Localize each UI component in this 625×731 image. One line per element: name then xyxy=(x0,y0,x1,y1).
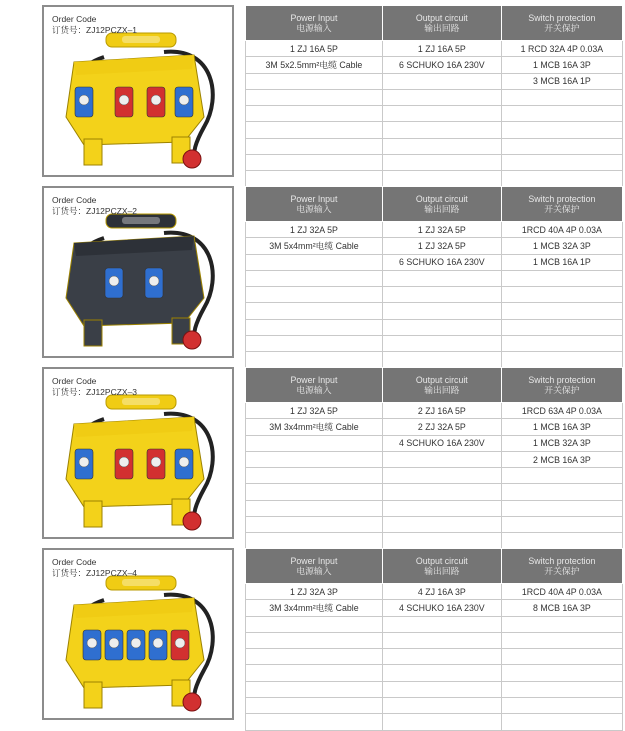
table-row xyxy=(246,222,623,238)
table-row xyxy=(246,57,623,73)
table-cell: 1 ZJ 32A 3P xyxy=(246,584,383,600)
table-row xyxy=(246,419,623,435)
table-cell xyxy=(246,73,383,89)
switch-protection-header xyxy=(501,549,622,584)
order-code-label: Order Code xyxy=(52,14,97,24)
table-cell xyxy=(382,517,501,533)
table-cell: 6 SCHUKO 16A 230V xyxy=(382,57,501,73)
table-cell xyxy=(501,632,622,648)
table-cell: 4 ZJ 16A 3P xyxy=(382,584,501,600)
table-cell xyxy=(246,698,383,714)
order-code-label: Order Code xyxy=(52,557,97,567)
header-en: Switch protection xyxy=(528,375,596,385)
output-circuit-header xyxy=(382,368,501,403)
table-row xyxy=(246,451,623,467)
header-cn: 电源输入 xyxy=(296,23,332,33)
order-code-value: 订货号：ZJ12PCZX–4 xyxy=(52,568,138,578)
header-en: Switch protection xyxy=(528,13,596,23)
switch-protection-header xyxy=(501,6,622,41)
table-cell xyxy=(501,352,622,368)
product-image-box xyxy=(42,5,234,177)
table-cell xyxy=(382,319,501,335)
table-cell xyxy=(246,632,383,648)
header-en: Switch protection xyxy=(528,556,596,566)
table-cell xyxy=(382,287,501,303)
table-cell xyxy=(501,649,622,665)
table-cell xyxy=(246,681,383,697)
table-cell xyxy=(382,500,501,516)
table-row xyxy=(246,352,623,368)
table-cell xyxy=(501,484,622,500)
table-cell xyxy=(501,681,622,697)
table-cell xyxy=(382,451,501,467)
header-cn: 输出回路 xyxy=(424,23,460,33)
table-cell: 1 ZJ 16A 5P xyxy=(246,41,383,57)
table-cell: 2 ZJ 16A 5P xyxy=(382,403,501,419)
table-row xyxy=(246,632,623,648)
table-cell xyxy=(246,468,383,484)
table-row xyxy=(246,171,623,187)
table-cell: 1 MCB 32A 3P xyxy=(501,435,622,451)
table-row xyxy=(246,254,623,270)
switch-protection-header xyxy=(501,187,622,222)
table-cell xyxy=(382,468,501,484)
header-cn: 开关保护 xyxy=(544,23,580,33)
header-en: Power Input xyxy=(290,556,338,566)
table-cell: 4 SCHUKO 16A 230V xyxy=(382,600,501,616)
header-en: Output circuit xyxy=(415,13,468,23)
table-cell xyxy=(501,138,622,154)
table-cell xyxy=(501,106,622,122)
header-cn: 开关保护 xyxy=(544,204,580,214)
table-row xyxy=(246,238,623,254)
header-cn: 电源输入 xyxy=(296,566,332,576)
header-en: Power Input xyxy=(290,375,338,385)
output-circuit-header xyxy=(382,6,501,41)
table-cell xyxy=(382,336,501,352)
table-cell xyxy=(501,665,622,681)
table-cell: 1 ZJ 32A 5P xyxy=(246,403,383,419)
header-cn: 电源输入 xyxy=(296,204,332,214)
order-code-label: Order Code xyxy=(52,195,97,205)
table-cell xyxy=(246,616,383,632)
header-en: Power Input xyxy=(290,13,338,23)
table-cell xyxy=(246,714,383,730)
header-cn: 输出回路 xyxy=(424,566,460,576)
table-cell: 4 SCHUKO 16A 230V xyxy=(382,435,501,451)
table-cell xyxy=(501,517,622,533)
table-row xyxy=(246,122,623,138)
table-cell: 1 MCB 16A 1P xyxy=(501,254,622,270)
table-cell xyxy=(246,665,383,681)
table-cell: 2 MCB 16A 3P xyxy=(501,451,622,467)
table-cell xyxy=(246,287,383,303)
table-cell xyxy=(246,352,383,368)
table-cell xyxy=(246,171,383,187)
table-row xyxy=(246,73,623,89)
header-en: Power Input xyxy=(290,194,338,204)
power-input-header xyxy=(246,6,383,41)
power-input-header xyxy=(246,187,383,222)
table-cell xyxy=(246,517,383,533)
table-cell xyxy=(501,155,622,171)
table-cell: 1 RCD 32A 4P 0.03A xyxy=(501,41,622,57)
table-row xyxy=(246,303,623,319)
table-cell: 6 SCHUKO 16A 230V xyxy=(382,254,501,270)
table-cell xyxy=(501,171,622,187)
table-cell xyxy=(382,698,501,714)
table-cell: 1RCD 40A 4P 0.03A xyxy=(501,222,622,238)
header-cn: 开关保护 xyxy=(544,385,580,395)
product-image-box xyxy=(42,367,234,539)
table-row xyxy=(246,138,623,154)
table-cell xyxy=(382,665,501,681)
table-row xyxy=(246,517,623,533)
table-cell xyxy=(501,287,622,303)
table-row xyxy=(246,600,623,616)
table-cell: 3M 3x4mm²电缆 Cable xyxy=(246,419,383,435)
header-en: Output circuit xyxy=(415,194,468,204)
table-cell xyxy=(246,533,383,549)
order-code-value: 订货号：ZJ12PCZX–1 xyxy=(52,25,138,35)
table-row xyxy=(246,616,623,632)
table-cell: 1 ZJ 32A 5P xyxy=(382,222,501,238)
table-row xyxy=(246,714,623,730)
table-cell xyxy=(501,122,622,138)
order-code-value: 订货号：ZJ12PCZX–2 xyxy=(52,206,138,216)
table-cell: 1 MCB 16A 3P xyxy=(501,419,622,435)
header-cn: 输出回路 xyxy=(424,204,460,214)
table-cell: 1 ZJ 32A 5P xyxy=(246,222,383,238)
table-cell xyxy=(382,138,501,154)
table-cell xyxy=(246,319,383,335)
spec-table xyxy=(245,548,623,731)
table-cell xyxy=(501,616,622,632)
table-row xyxy=(246,584,623,600)
table-row xyxy=(246,287,623,303)
table-cell: 3M 3x4mm²电缆 Cable xyxy=(246,600,383,616)
table-cell xyxy=(246,484,383,500)
order-code-value: 订货号：ZJ12PCZX–3 xyxy=(52,387,138,397)
table-cell xyxy=(382,89,501,105)
table-row xyxy=(246,500,623,516)
table-cell: 3M 5x4mm²电缆 Cable xyxy=(246,238,383,254)
product-image-box xyxy=(42,186,234,358)
table-cell xyxy=(501,468,622,484)
header-cn: 输出回路 xyxy=(424,385,460,395)
table-cell: 1 ZJ 16A 5P xyxy=(382,41,501,57)
table-row xyxy=(246,468,623,484)
table-row xyxy=(246,106,623,122)
table-cell xyxy=(382,106,501,122)
table-row xyxy=(246,681,623,697)
table-cell xyxy=(382,270,501,286)
table-row xyxy=(246,89,623,105)
table-cell xyxy=(246,122,383,138)
table-cell xyxy=(382,533,501,549)
table-row xyxy=(246,336,623,352)
spec-table xyxy=(245,5,623,188)
power-input-header xyxy=(246,368,383,403)
table-cell xyxy=(246,89,383,105)
header-cn: 电源输入 xyxy=(296,385,332,395)
table-row xyxy=(246,533,623,549)
table-cell: 1RCD 63A 4P 0.03A xyxy=(501,403,622,419)
table-row xyxy=(246,403,623,419)
table-cell xyxy=(501,303,622,319)
table-cell xyxy=(382,122,501,138)
table-cell xyxy=(382,73,501,89)
switch-protection-header xyxy=(501,368,622,403)
table-cell xyxy=(501,533,622,549)
table-cell xyxy=(246,254,383,270)
table-cell xyxy=(382,352,501,368)
table-row xyxy=(246,649,623,665)
table-cell xyxy=(382,155,501,171)
table-row xyxy=(246,484,623,500)
table-cell xyxy=(246,435,383,451)
table-cell xyxy=(246,336,383,352)
table-cell xyxy=(246,649,383,665)
table-row xyxy=(246,319,623,335)
table-cell xyxy=(246,155,383,171)
table-cell: 2 ZJ 32A 5P xyxy=(382,419,501,435)
output-circuit-header xyxy=(382,187,501,222)
table-cell xyxy=(501,698,622,714)
table-cell xyxy=(246,500,383,516)
table-cell: 1 MCB 32A 3P xyxy=(501,238,622,254)
power-input-header xyxy=(246,549,383,584)
order-code-label: Order Code xyxy=(52,376,97,386)
spec-table xyxy=(245,186,623,369)
table-cell xyxy=(382,484,501,500)
table-cell: 8 MCB 16A 3P xyxy=(501,600,622,616)
spec-table xyxy=(245,367,623,550)
table-cell xyxy=(246,451,383,467)
table-cell xyxy=(382,649,501,665)
output-circuit-header xyxy=(382,549,501,584)
table-cell: 3 MCB 16A 1P xyxy=(501,73,622,89)
header-en: Output circuit xyxy=(415,375,468,385)
table-cell xyxy=(382,171,501,187)
table-row xyxy=(246,155,623,171)
table-row xyxy=(246,665,623,681)
table-cell xyxy=(382,632,501,648)
table-cell xyxy=(501,714,622,730)
table-cell: 3M 5x2.5mm²电缆 Cable xyxy=(246,57,383,73)
table-cell xyxy=(501,336,622,352)
product-image-box xyxy=(42,548,234,720)
table-cell xyxy=(382,303,501,319)
table-cell: 1RCD 40A 4P 0.03A xyxy=(501,584,622,600)
table-cell xyxy=(501,319,622,335)
table-cell xyxy=(246,138,383,154)
table-cell xyxy=(382,616,501,632)
table-row xyxy=(246,698,623,714)
table-cell xyxy=(501,500,622,516)
table-row xyxy=(246,435,623,451)
table-row xyxy=(246,270,623,286)
table-cell xyxy=(382,681,501,697)
table-cell xyxy=(501,89,622,105)
header-en: Output circuit xyxy=(415,556,468,566)
table-cell xyxy=(246,270,383,286)
table-cell: 1 ZJ 32A 5P xyxy=(382,238,501,254)
table-cell xyxy=(246,303,383,319)
header-cn: 开关保护 xyxy=(544,566,580,576)
table-row xyxy=(246,41,623,57)
table-cell xyxy=(382,714,501,730)
table-cell: 1 MCB 16A 3P xyxy=(501,57,622,73)
table-cell xyxy=(246,106,383,122)
header-en: Switch protection xyxy=(528,194,596,204)
table-cell xyxy=(501,270,622,286)
